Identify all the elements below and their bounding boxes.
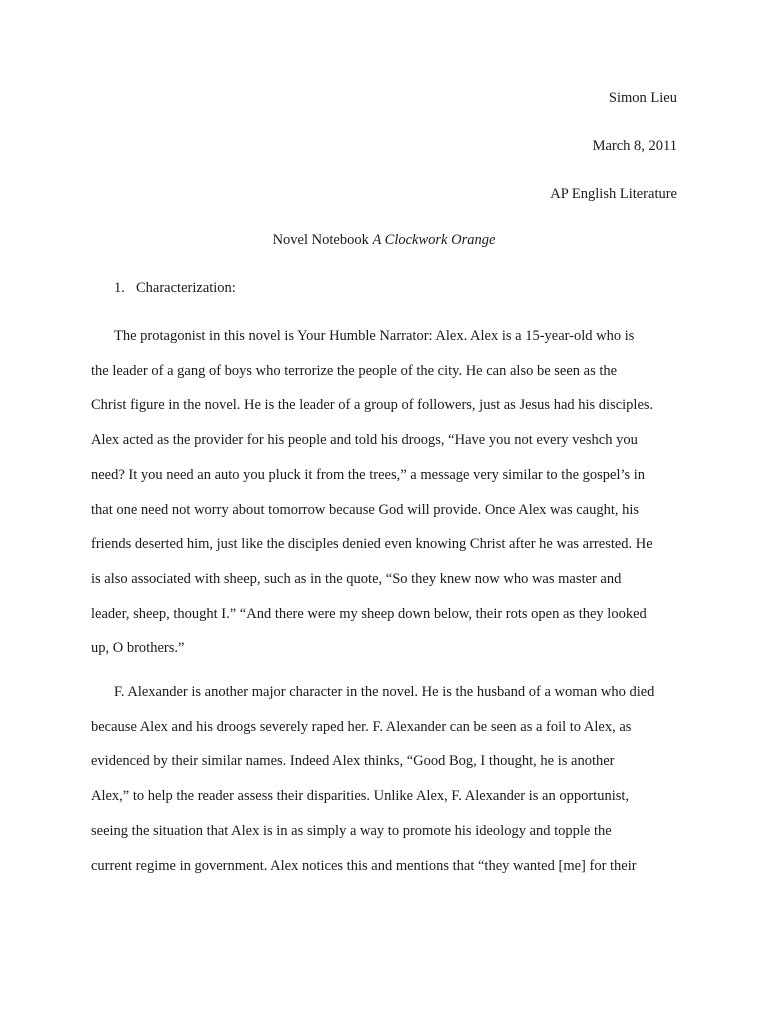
paragraph-line: current regime in government. Alex notices this and mentions that “they wanted [me] for their (91, 857, 637, 874)
title-prefix: Novel Notebook (272, 232, 373, 248)
paragraph-line: up, O brothers.” (91, 640, 185, 657)
paragraph-2 (91, 675, 677, 883)
section-number: 1. (114, 280, 125, 296)
document-date: March 8, 2011 (592, 138, 677, 154)
paragraph-line: seeing the situation that Alex is in as simply a way to promote his ideology and topple the (91, 822, 612, 839)
paragraph-line: the leader of a gang of boys who terrorize the people of the city. He can also be seen as the (91, 362, 618, 379)
paragraph-line: Christ figure in the novel. He is the leader of a group of followers, just as Jesus had his disciples. (91, 397, 654, 414)
author-name: Simon Lieu (608, 90, 677, 106)
paragraph-line: that one need not worry about tomorrow because God will provide. Once Alex was caught, his (91, 501, 640, 518)
paragraph-1 (91, 319, 677, 666)
paragraph-line: leader, sheep, thought I.” “And there were my sheep down below, their rots open as they looked (91, 605, 647, 622)
paragraph-line: friends deserted him, just like the disciples denied even knowing Christ after he was arrested. He (91, 536, 653, 553)
title-work: A Clockwork Orange (372, 232, 496, 248)
paragraph-line: F. Alexander is another major character in the novel. He is the husband of a woman who died (114, 684, 655, 700)
paragraph-line: Alex,” to help the reader assess their disparities. Unlike Alex, F. Alexander is an opportunist, (91, 788, 630, 805)
document-title (0, 230, 768, 250)
paragraph-line: Alex acted as the provider for his people and told his droogs, “Have you not every veshch you (91, 432, 638, 449)
course-name: AP English Literature (550, 186, 677, 202)
paragraph-line: The protagonist in this novel is Your Humble Narrator: Alex. Alex is a 15-year-old who is (114, 328, 635, 344)
section-heading (114, 278, 236, 298)
paragraph-line: evidenced by their similar names. Indeed Alex thinks, “Good Bog, I thought, he is another (91, 753, 615, 770)
paragraph-line: is also associated with sheep, such as in the quote, “So they knew now who was master and (91, 570, 622, 587)
paragraph-line: need? It you need an auto you pluck it from the trees,” a message very similar to the gospel’s in (91, 466, 646, 483)
paragraph-line: because Alex and his droogs severely raped her. F. Alexander can be seen as a foil to Alex, as (91, 718, 632, 735)
section-label: Characterization: (136, 280, 236, 296)
